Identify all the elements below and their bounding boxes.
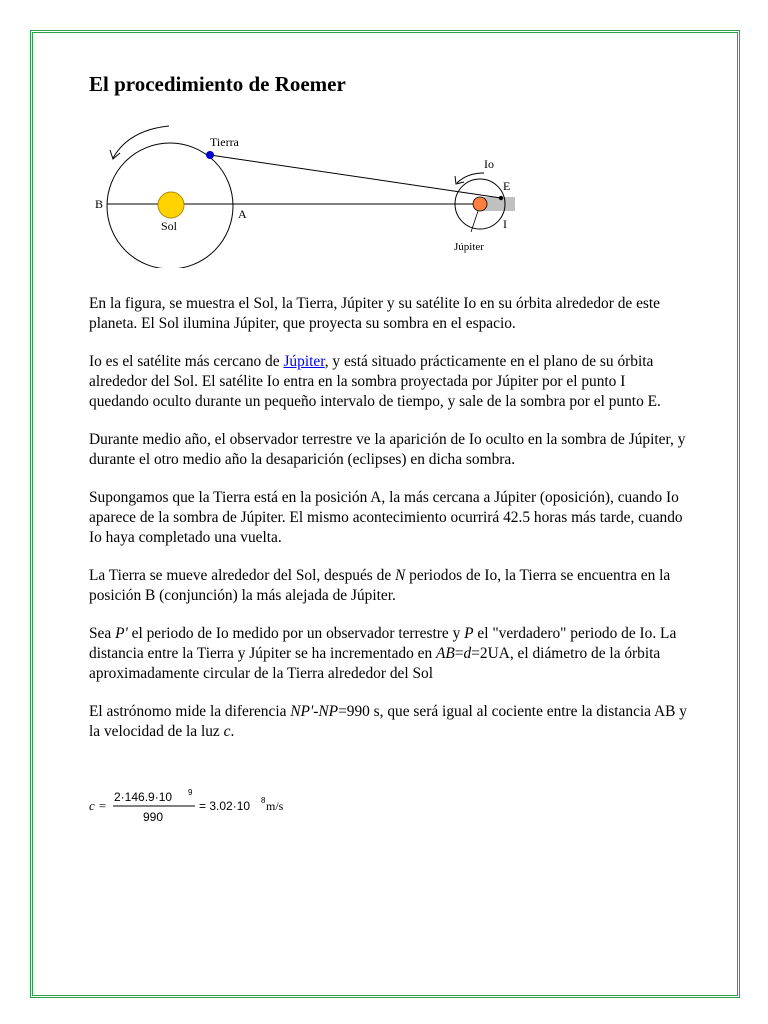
formula-unit: m/s	[266, 799, 284, 813]
io-icon	[499, 196, 503, 200]
page-header	[89, 72, 689, 107]
io-motion-arrowhead	[455, 176, 464, 184]
article-body	[89, 294, 689, 760]
paragraph-intro: En la figura, se muestra el Sol, la Tierra, Júpiter y su satélite Io en su órbita alrededor de este planeta. El Sol ilumina Júpiter, que proyecta su sombra en el espacio.	[89, 295, 661, 332]
paragraph-period: Sea P' el periodo de Io medido por un observador terrestre y P el "verdadero" periodo de Io. La distancia entre la Tierra y Júpiter se ha incrementado en AB=d=2UA, el diámetro de la órbita aproximadamente circular de la Tierra alrededor del Sol	[89, 625, 677, 682]
paragraph-io: Io es el satélite más cercano de Júpiter, y está situado prácticamente en el plano de su órbita alrededor del Sol. El satélite Io entra en la sombra proyectada por Júpiter por el punto I quedando oculto durante un pequeño intervalo de tiempo, y sale de la sombra por el punto E.	[89, 353, 661, 410]
formula-rhs: = 3.02·10	[199, 799, 251, 813]
label-jupiter: Júpiter	[454, 241, 484, 253]
paragraph-position-a: Supongamos que la Tierra está en la posición A, la más cercana a Júpiter (oposición), cuando Io aparece de la sombra de Júpiter. El mismo acontecimiento ocurrirá 42.5 horas más tarde, cuando Io haya completado una vuelta.	[89, 489, 683, 546]
formula-num-exp: 9	[188, 788, 193, 797]
formula-denominator: 990	[143, 810, 164, 824]
paragraph-position-b: La Tierra se mueve alrededor del Sol, después de N periodos de Io, la Tierra se encuentra en la posición B (conjunción) la más alejada de Júpiter.	[89, 567, 671, 604]
label-i: I	[503, 217, 507, 231]
paragraph-half-year: Durante medio año, el observador terrestre ve la aparición de Io oculto en la sombra de Júpiter, y durante el otro medio año la desaparición (eclipses) en dicha sombra.	[89, 431, 686, 468]
page-title: El procedimiento de Roemer	[89, 72, 346, 96]
roemer-diagram	[89, 118, 529, 268]
speed-of-light-formula	[89, 786, 389, 826]
label-tierra: Tierra	[210, 135, 239, 149]
formula-numerator: 2·146.9·10	[114, 790, 173, 804]
formula-rhs-exp: 8	[261, 796, 266, 805]
earth-motion-arrow	[113, 126, 169, 158]
label-a: A	[238, 207, 247, 221]
formula-lhs: c =	[89, 798, 107, 813]
label-e: E	[503, 179, 511, 193]
sun-icon	[158, 192, 184, 218]
label-b: B	[95, 197, 104, 211]
jupiter-icon	[473, 197, 487, 211]
io-motion-arrow	[457, 173, 484, 183]
label-sol: Sol	[161, 219, 178, 233]
jupiter-link[interactable]: Júpiter	[283, 353, 325, 370]
earth-icon	[206, 151, 214, 159]
label-io: Io	[484, 157, 494, 171]
paragraph-difference: El astrónomo mide la diferencia NP'-NP=990 s, que será igual al cociente entre la distancia AB y la velocidad de la luz c.	[89, 703, 687, 740]
line-earth-jupiter	[210, 155, 501, 198]
